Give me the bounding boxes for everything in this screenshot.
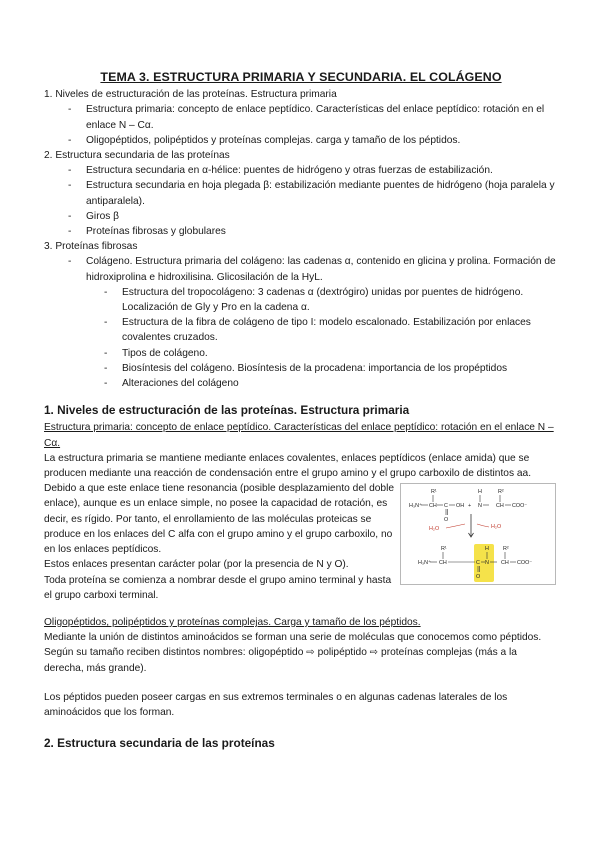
toc-subitem-text: Estructura secundaria en α-hélice: puentes de hidrógeno y otras fuerzas de estabilización.: [86, 165, 493, 177]
paragraph: Debido a que este enlace tiene resonancia (posible desplazamiento del doble enlace), aunque es un enlace simple, no posee la capacidad de rotación, es decir, es rígido. Por tanto, el enrollamiento de las moléculas proteicas se produce en los enlaces del C alfa con el grupo amino y el grupo carboxilo, no en los enlaces peptídicos.: [44, 483, 395, 556]
toc-subitem-text: Proteínas fibrosas y globulares: [86, 226, 226, 238]
toc-item: 1. Niveles de estructuración de las proteínas. Estructura primaria: [44, 89, 337, 101]
section-heading: 2. Estructura secundaria de las proteínas: [44, 736, 275, 751]
nitrogen-label: N: [478, 503, 482, 510]
r1-label: R¹: [431, 489, 437, 496]
toc-subsubitem-text: Tipos de colágeno.: [122, 347, 208, 359]
dash-marker: -: [104, 286, 108, 298]
r2-label: R²: [503, 546, 509, 553]
oxygen-label: O: [444, 517, 449, 524]
toc-item: 3. Proteínas fibrosas: [44, 241, 138, 253]
page-title: TEMA 3. ESTRUCTURA PRIMARIA Y SECUNDARIA. EL COLÁGENO: [100, 70, 502, 84]
paragraph: La estructura primaria se mantiene mediante enlaces covalentes, enlaces peptídicos (enlace amida) que se producen mediante una reacción de condensación entre el grupo amino y el grupo carboxilo de distintos aa.: [44, 452, 532, 480]
toc-subsubitem-text: Estructura del tropocolágeno: 3 cadenas α (dextrógiro) unidas por puentes de hidrógeno. Localización de Gly y Pro en la cadena α.: [122, 286, 524, 314]
alpha-carbon-label: CH: [496, 503, 504, 510]
toc-subitem-text: Giros β: [86, 210, 120, 222]
paragraph: Estos enlaces presentan carácter polar (por la presencia de N y O).: [44, 559, 349, 571]
dash-marker: -: [104, 317, 108, 329]
toc-subsubitem: [44, 315, 558, 345]
carbonyl-carbon-label: C: [444, 503, 448, 510]
dash-marker: -: [68, 210, 72, 222]
oxygen-label: O: [476, 574, 481, 581]
paragraph: Toda proteína se comienza a nombrar desde el grupo amino terminal y hasta el grupo carboxi terminal.: [44, 574, 392, 601]
document-page: [44, 70, 558, 753]
toc-subitem-text: Colágeno. Estructura primaria del colágeno: las cadenas α, contenido en glicina y prolina. Formación de hidroxiprolina e hidroxilisina. Glicosilación de la HyL.: [86, 256, 556, 283]
nitrogen-label: N: [485, 560, 489, 567]
plus-sign: +: [468, 503, 472, 510]
dash-marker: -: [68, 180, 72, 192]
toc-subsubitem-text: Estructura de la fibra de colágeno de tipo I: modelo escalonado. Estabilización por enlaces covalentes cruzados.: [122, 317, 531, 344]
water-arrow: [477, 524, 489, 527]
water-arrow: [446, 524, 465, 528]
toc-subitem: [44, 224, 558, 239]
dash-marker: -: [104, 362, 108, 374]
peptide-bond-diagram: [400, 483, 556, 585]
amine-group-label: H₃N⁺: [409, 503, 422, 510]
r1-label: R¹: [441, 546, 447, 553]
table-of-contents: [44, 87, 558, 391]
toc-subitem-text: Estructura primaria: concepto de enlace peptídico. Características del enlace peptídico: rotación en el enlace N – Cα.: [86, 104, 545, 131]
dash-marker: -: [68, 104, 72, 116]
dash-marker: -: [68, 256, 72, 268]
spacer: [44, 676, 558, 690]
toc-subitem-text: Oligopéptidos, polipéptidos y proteínas complejas. carga y tamaño de los péptidos.: [86, 134, 461, 146]
carboxylate-label: COO⁻: [512, 503, 528, 510]
toc-subitem: [44, 178, 558, 208]
toc-subitem: [44, 254, 558, 284]
dash-marker: -: [68, 165, 72, 177]
water-label: H₂O: [429, 526, 440, 533]
water-label: H₂O: [491, 524, 502, 531]
figure-side-text: [44, 481, 396, 603]
carbonyl-carbon-label: C: [476, 560, 480, 567]
amine-group-label: H₃N⁺: [418, 560, 431, 567]
subsection-heading: Oligopéptidos, polipéptidos y proteínas complejas. Carga y tamaño de los péptidos.: [44, 616, 421, 628]
toc-subsubitem: [44, 285, 558, 315]
subsection-heading: Estructura primaria: concepto de enlace peptídico. Características del enlace peptídico: rotación en el enlace N – Cα.: [44, 422, 554, 449]
paragraph: Los péptidos pueden poseer cargas en sus extremos terminales o en algunas cadenas laterales de los aminoácidos que los forman.: [44, 691, 508, 718]
toc-item: 2. Estructura secundaria de las proteínas: [44, 150, 230, 162]
toc-subsubitem: [44, 376, 558, 391]
paragraph: Mediante la unión de distintos aminoácidos se forman una serie de moléculas que conocemos como péptidos. Según su tamaño reciben distintos nombres: oligopéptido ⇨ polipéptido ⇨ proteínas complejas (más a la derecha, más grande).: [44, 632, 542, 674]
hydrogen-label: H: [485, 546, 489, 553]
dash-marker: -: [104, 378, 108, 390]
section-heading: 1. Niveles de estructuración de las proteínas. Estructura primaria: [44, 403, 410, 418]
toc-subsubitem: [44, 346, 558, 361]
toc-subsubitem-text: Alteraciones del colágeno: [122, 378, 239, 390]
alpha-carbon-label: CH: [501, 560, 509, 567]
alpha-carbon-label: CH: [439, 560, 447, 567]
carboxylate-label: COO⁻: [517, 560, 533, 567]
toc-subitem: [44, 163, 558, 178]
toc-subitem: [44, 133, 558, 148]
dash-marker: -: [68, 226, 72, 238]
alpha-carbon-label: CH: [429, 503, 437, 510]
toc-subsubitem: [44, 361, 558, 376]
spacer: [44, 603, 558, 615]
hydroxyl-label: OH: [456, 503, 465, 510]
toc-subsubitem-text: Biosíntesis del colágeno. Biosíntesis de la procadena: importancia de los propéptidos: [122, 362, 508, 374]
toc-subitem: [44, 102, 558, 132]
toc-subitem: [44, 209, 558, 224]
r2-label: R²: [498, 489, 504, 496]
text-with-figure: [44, 481, 558, 603]
dash-marker: -: [104, 347, 108, 359]
hydrogen-label: H: [478, 489, 482, 496]
dash-marker: -: [68, 134, 72, 146]
toc-subitem-text: Estructura secundaria en hoja plegada β: estabilización mediante puentes de hidrógeno (hoja paralela y antiparalela).: [86, 180, 555, 207]
